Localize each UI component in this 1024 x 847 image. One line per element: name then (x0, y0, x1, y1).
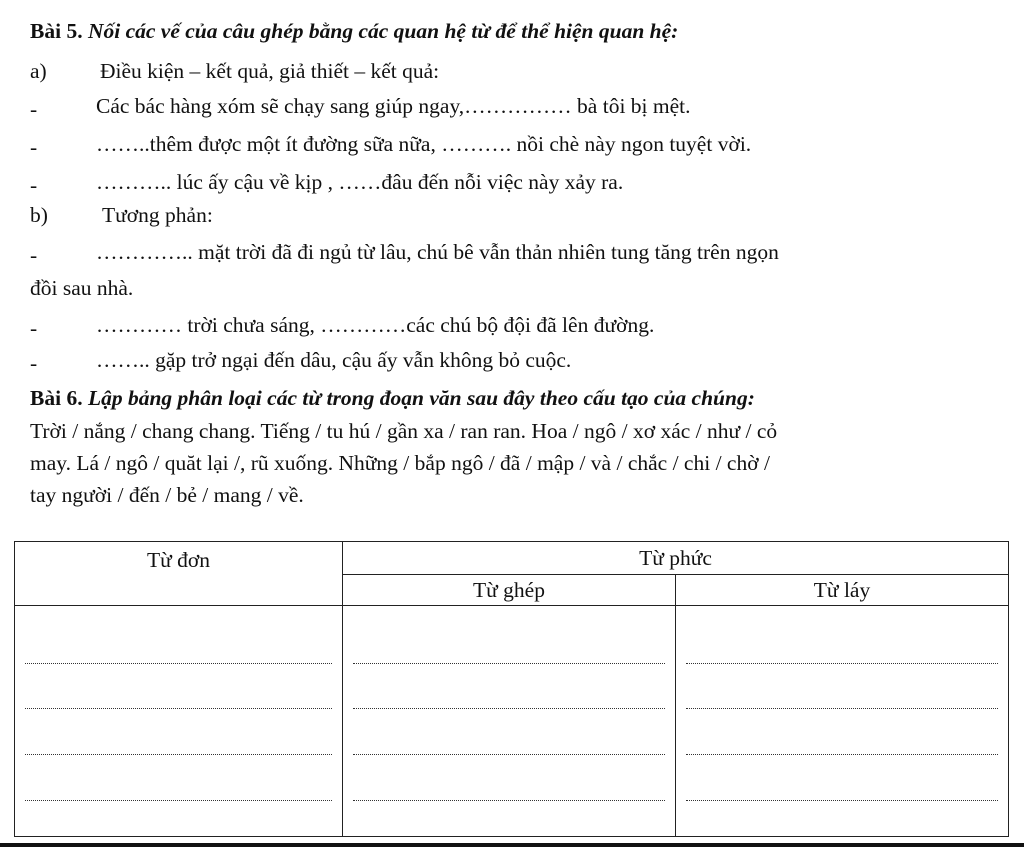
cell-tu-lay[interactable] (676, 606, 1009, 837)
part-b-label: b) (30, 203, 48, 227)
cell-tu-don[interactable] (15, 606, 343, 837)
b-item-3: …….. gặp trở ngại đến dâu, cậu ấy vẫn không bỏ cuộc. (96, 348, 572, 372)
part-a-label: a) (30, 59, 47, 83)
bai6-instruction: Lập bảng phân loại các từ trong đoạn văn sau đây theo cấu tạo của chúng: (87, 386, 755, 410)
bai6-paragraph-line-3: tay người / đến / bẻ / mang / về. (30, 483, 304, 507)
bullet-dash: - (30, 351, 38, 375)
dotted-line (686, 708, 998, 709)
part-b-title: Tương phản: (102, 203, 213, 227)
header-tu-lay: Từ láy (676, 575, 1009, 606)
dotted-line (353, 708, 665, 709)
bai6-paragraph-line-2: may. Lá / ngô / quăt lại /, rũ xuống. Những / bắp ngô / đã / mập / và / chắc / chi / chờ / (30, 451, 770, 475)
bullet-dash: - (30, 316, 38, 340)
bai5-heading (30, 21, 678, 43)
bai6-number: Bài 6. (30, 386, 83, 410)
dotted-line (353, 663, 665, 664)
cell-tu-ghep[interactable] (343, 606, 676, 837)
header-tu-ghep: Từ ghép (343, 575, 676, 606)
dotted-line (25, 800, 332, 801)
bai5-instruction: Nối các vế của câu ghép bằng các quan hệ từ để thể hiện quan hệ: (87, 19, 679, 43)
a-item-3: ……….. lúc ấy cậu về kịp , ……đâu đến nỗi việc này xảy ra. (96, 170, 624, 194)
a-item-2: ……..thêm được một ít đường sữa nữa, ………. nồi chè này ngon tuyệt vời. (96, 132, 752, 156)
header-tu-don: Từ đơn (15, 542, 343, 606)
b-item-1-line-1: ………….. mặt trời đã đi ngủ từ lâu, chú bê vẫn thản nhiên tung tăng trên ngọn (96, 240, 779, 264)
bullet-dash: - (30, 135, 38, 159)
dotted-line (25, 663, 332, 664)
bullet-dash: - (30, 243, 38, 267)
classification-table (14, 541, 1009, 837)
bai5-number: Bài 5. (30, 19, 83, 43)
dotted-line (353, 800, 665, 801)
b-item-1-line-2: đồi sau nhà. (30, 276, 134, 300)
b-item-2: ………… trời chưa sáng, …………các chú bộ đội đã lên đường. (96, 313, 655, 337)
dotted-line (25, 754, 332, 755)
dotted-line (25, 708, 332, 709)
dotted-line (686, 663, 998, 664)
dotted-line (353, 754, 665, 755)
bullet-dash: - (30, 97, 38, 121)
dotted-line (686, 754, 998, 755)
bai6-paragraph-line-1: Trời / nắng / chang chang. Tiếng / tu hú / gần xa / ran ran. Hoa / ngô / xơ xác / như / cỏ (30, 419, 778, 443)
part-a-title: Điều kiện – kết quả, giả thiết – kết quả: (100, 59, 440, 83)
bullet-dash: - (30, 173, 38, 197)
bottom-edge-bar (0, 843, 1024, 847)
a-item-1: Các bác hàng xóm sẽ chạy sang giúp ngay,…………… bà tôi bị mệt. (96, 94, 691, 118)
header-tu-phuc: Từ phức (343, 542, 1009, 575)
dotted-line (686, 800, 998, 801)
bai6-heading (30, 388, 755, 410)
